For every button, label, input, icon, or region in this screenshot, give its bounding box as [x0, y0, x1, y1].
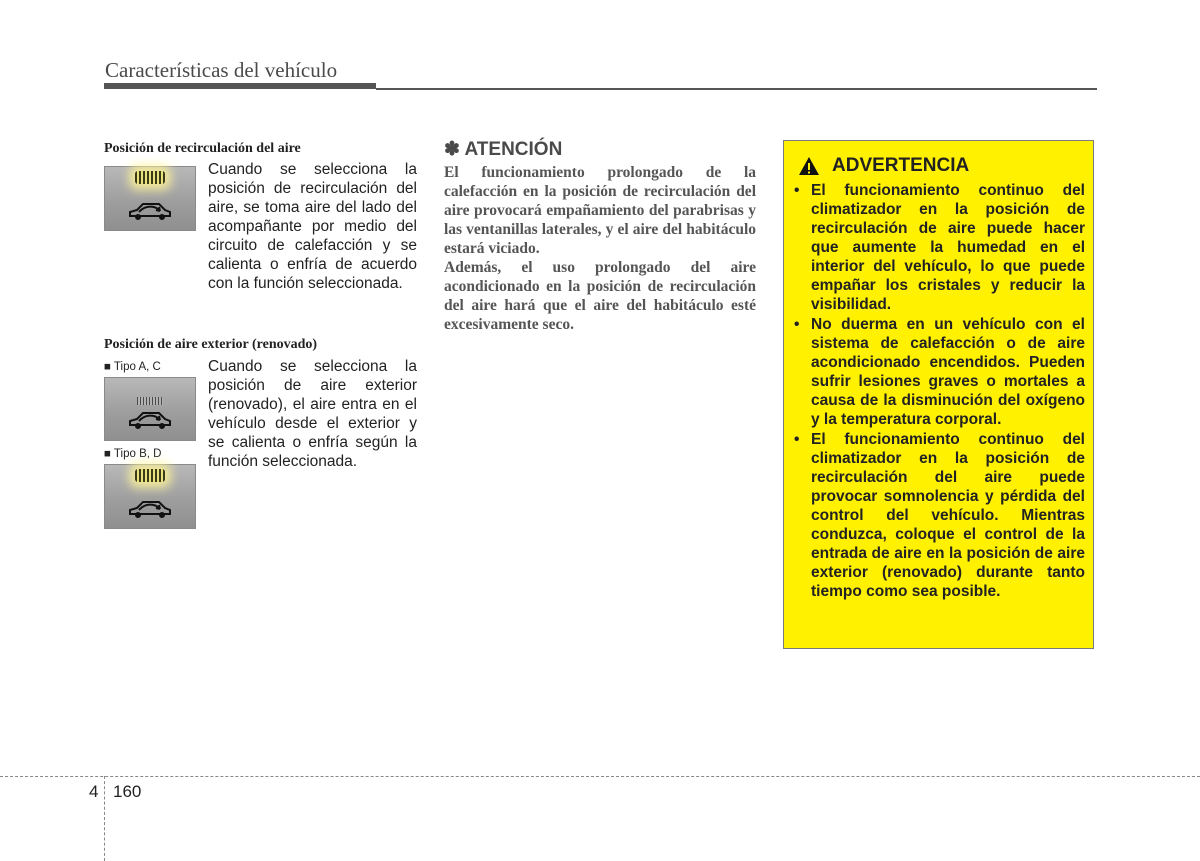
type-bd-label: ■ Tipo B, D — [104, 448, 162, 460]
warning-header — [798, 155, 969, 177]
outside-air-description: Cuando se selecciona la posición de aire exterior (renovado), el aire entra en el vehículo desde el exterior y se calienta o enfría según la función seleccionada. — [208, 358, 417, 470]
header-rule-thin — [376, 88, 1097, 90]
outside-air-car-icon — [127, 498, 173, 520]
warning-title: ADVERTENCIA — [832, 155, 970, 176]
footer-dashed-divider — [104, 776, 105, 861]
recirculation-car-icon — [127, 200, 173, 222]
warning-item-text: El funcionamiento continuo del climatizador en la posición de recirculación de aire puede hacer que aumente la humedad en el interior del vehículo, lo que puede empañar los cristales y reducir la visibilidad. — [811, 182, 1085, 313]
outside-air-heading: Posición de aire exterior (renovado) — [104, 337, 318, 352]
recirculation-button-image — [104, 166, 196, 231]
outside-air-button-image-bd — [104, 464, 196, 529]
warning-item-text: El funcionamiento continuo del climatizador en la posición de recirculación del aire puede provocar somnolencia y pérdida del control del vehículo. Mientras conduzca, coloque el control de la entrada de aire en la posición de aire exterior (renovado) durante tanto tiempo como sea posible. — [811, 431, 1085, 600]
header-rule-thick — [104, 83, 376, 89]
warning-item — [792, 315, 1085, 429]
attention-paragraph: Además, el uso prolongado del aire acondicionado en la posición de recirculación del aire hará que el aire del habitáculo esté excesivamente seco. — [444, 259, 756, 333]
attention-title: ✽ ATENCIÓN — [444, 139, 563, 160]
warning-list — [792, 181, 1085, 602]
warning-triangle-icon — [798, 156, 820, 176]
page-number: 160 — [113, 782, 142, 801]
recirculation-description: Cuando se selecciona la posición de recirculación del aire, se toma aire del lado del acompañante por medio del circuito de calefacción y se calienta o enfría de acuerdo con la función seleccionada. — [208, 161, 417, 292]
footer-dashed-rule — [0, 776, 1200, 777]
attention-body — [444, 163, 756, 334]
outside-air-button-image-ac — [104, 377, 196, 441]
warning-item — [792, 430, 1085, 601]
type-ac-label: ■ Tipo A, C — [104, 361, 161, 373]
attention-paragraph: El funcionamiento prolongado de la calefacción en la posición de recirculación del aire provocará empañamiento del parabrisas y las ventanillas laterales, y el aire del habitáculo estará viciado. — [444, 164, 756, 257]
recirculation-heading: Posición de recirculación del aire — [104, 141, 301, 156]
indicator-led-on-icon — [135, 171, 165, 184]
bullet-icon: • — [794, 316, 800, 333]
bullet-icon: • — [794, 182, 800, 199]
outside-air-car-icon — [127, 409, 173, 431]
bullet-icon: • — [794, 431, 800, 448]
warning-item-text: No duerma en un vehículo con el sistema de calefacción o de aire acondicionado encendidos. Pueden sufrir lesiones graves o mortales a causa de la disminución del oxígeno y la temperatura corporal. — [811, 316, 1085, 428]
chapter-number: 4 — [89, 782, 99, 801]
warning-item — [792, 181, 1085, 314]
page-header-title: Características del vehículo — [105, 58, 338, 82]
indicator-led-off-icon — [137, 397, 163, 405]
indicator-led-on-icon — [135, 469, 165, 482]
warning-box — [783, 140, 1094, 649]
